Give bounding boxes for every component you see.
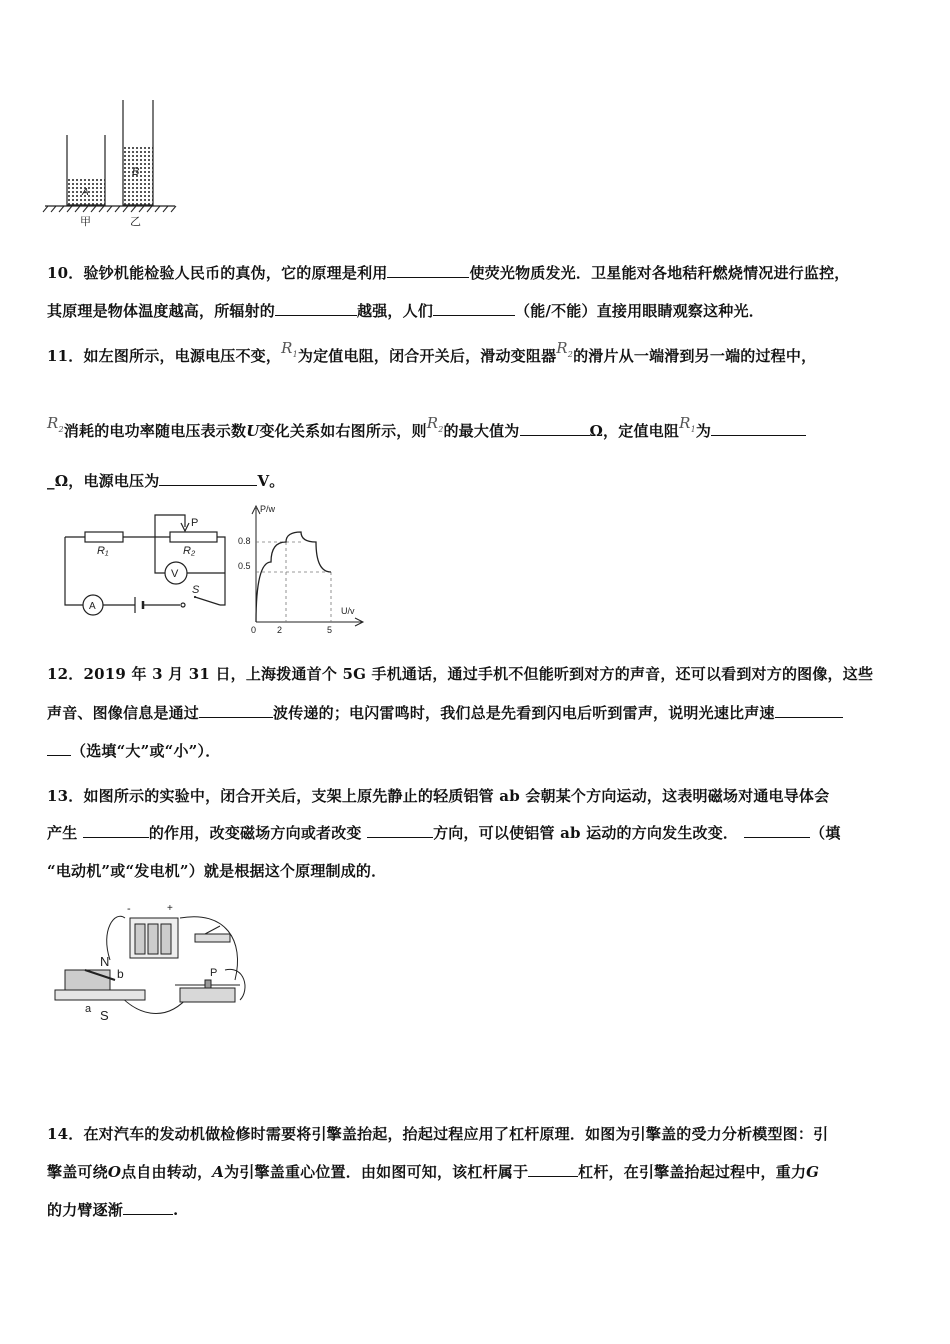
q14-line1: 14．在对汽车的发动机做检修时需要将引擎盖抬起，抬起过程应用了杠杆原理．如图为引擎盖的受力分析模型图：引 [47,1125,829,1143]
q11-line2: $R_2$消耗的电功率随电压表示数U变化关系如右图所示，则$R_2$的最大值为 Ω，定值电阻$R_1$为 [47,420,806,442]
minus-label: - [127,903,131,915]
p-label: P [210,967,218,979]
s-label: S [100,1008,109,1023]
q13-line2: 产生 的作用，改变磁场方向或者改变 方向，可以使铝管 ab 运动的方向发生改变． （填 [47,824,841,842]
q14-line2: 擎盖可绕O点自由转动，A为引擎盖重心位置．由如图可知，该杠杆属于 杠杆，在引擎盖抬起过程中，重力G [47,1163,820,1181]
circuit-diagram [55,505,235,620]
y-tick-08: 0.8 [238,536,251,546]
r1-symbol: $R_1$ [679,414,696,434]
y-axis-label: P/w [260,504,276,514]
r2-symbol: $R_2$ [556,339,574,359]
label-yi: 乙 [130,216,141,228]
r1-label: R₁ [97,545,109,557]
q12-line3: （选填“大”或“小”）． [47,740,220,761]
v-label: V [171,568,179,580]
q11-line1: 11．如左图所示，电源电压不变，$R_1$为定值电阻，闭合开关后，滑动变阻器$R_2$的滑片从一端滑到另一端的过程中， [47,339,817,365]
label-b: B [132,166,140,178]
label-jia: 甲 [80,216,91,228]
r1-symbol: $R_1$ [281,339,298,359]
q12-blank1[interactable] [199,703,273,718]
q10-blank1[interactable] [387,263,469,278]
q11-line3: _Ω，电源电压为 V。 [47,472,285,490]
label-a: A [82,187,89,198]
r2-label: R₂ [183,545,196,557]
q12-line1: 12．2019 年 3 月 31 日，上海拨通首个 5G 手机通话，通过手机不但能听到对方的声音，还可以看到对方的图像，这些 [47,665,874,683]
magnet [65,970,110,992]
x-tick-0: 0 [251,625,257,635]
q13-line3: “电动机”或“发电机”）就是根据这个原理制成的． [47,862,387,880]
q11-blank2[interactable] [711,421,806,436]
q11-blank1[interactable] [520,421,590,436]
plus-label: + [167,903,173,914]
q14-blank2[interactable] [123,1200,173,1215]
motor-experiment-figure [45,900,275,1025]
q12-blank2-cont[interactable] [47,741,71,756]
q13-blank3[interactable] [744,823,810,838]
n-label: N [100,954,110,969]
y-tick-05: 0.5 [238,561,251,571]
a-label: a [85,1003,92,1015]
s-label: S [192,584,200,596]
b-label: b [117,967,124,981]
r2-symbol: $R_2$ [47,414,64,434]
q14-line3: 的力臂逐渐 . [47,1201,179,1219]
q12-blank2[interactable] [775,703,843,718]
resistor-r2 [170,532,217,542]
x-tick-5: 5 [327,625,333,635]
p-label: P [191,517,199,529]
rheostat [180,988,235,1002]
power-curve [256,532,331,622]
q13-line1: 13．如图所示的实验中，闭合开关后，支架上原先静止的轻质铝管 ab 会朝某个方向运动，这表明磁场对通电导体会 [47,787,830,805]
q10-blank3[interactable] [433,301,515,316]
q12-line2: 声音、图像信息是通过 波传递的；电闪雷鸣时，我们总是先看到闪电后听到雷声，说明光速比声速 [47,702,843,723]
a-label: A [89,601,96,612]
q11-blank3[interactable] [159,471,257,486]
q10-line2: 其原理是物体温度越高，所辐射的 越强，人们 （能/不能）直接用眼睛观察这种光． [47,302,764,320]
x-tick-2: 2 [277,625,283,635]
q13-blank2[interactable] [367,823,433,838]
beakers-figure [40,95,180,230]
q10-blank2[interactable] [275,301,357,316]
q10-line1: 10．验钞机能检验人民币的真伪，它的原理是利用 使荧光物质发光．卫星能对各地秸秆燃烧情况进行监控， [47,264,850,282]
q13-blank1[interactable] [83,823,149,838]
x-axis-label: U/v [341,606,355,616]
resistor-r1 [85,532,123,542]
r2-symbol: $R_2$ [426,414,444,434]
beaker-yi [123,100,153,205]
power-voltage-graph [238,500,368,635]
q14-blank1[interactable] [528,1162,578,1177]
switch [195,934,230,942]
